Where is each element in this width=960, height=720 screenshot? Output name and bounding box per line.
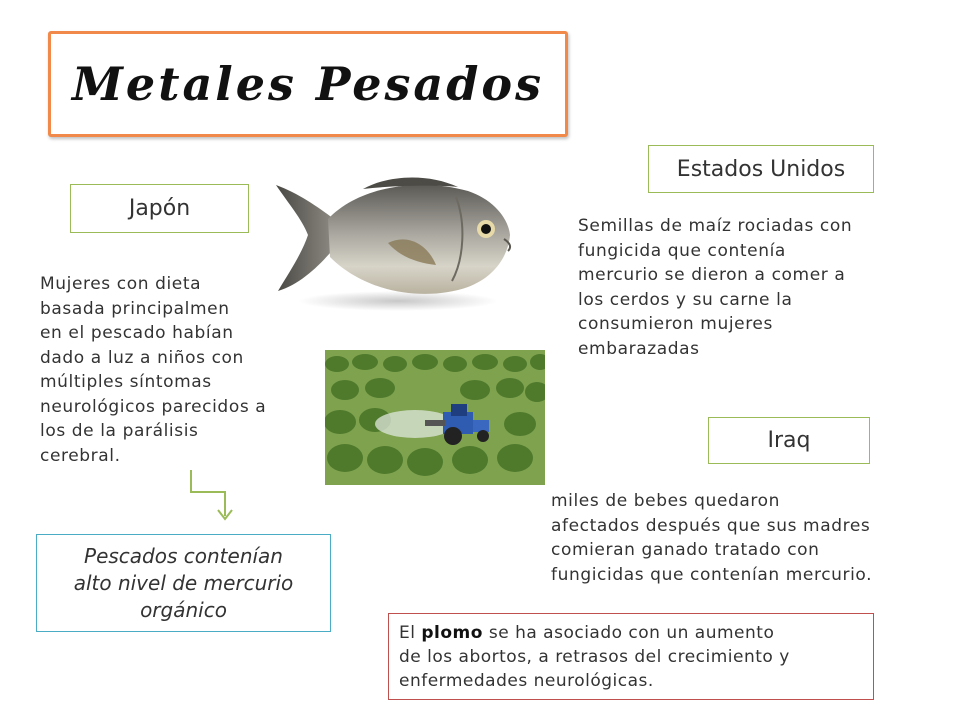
label-estados-unidos [648, 145, 874, 193]
label-japon [70, 184, 249, 233]
text-line: embarazadas [578, 338, 700, 359]
text-line: afectados después que sus madres [551, 515, 871, 536]
result-line: Pescados contenían [84, 543, 283, 568]
text-line: Mujeres con dieta [40, 274, 202, 294]
title-box [48, 31, 568, 137]
text-line: en el pescado habían [40, 323, 234, 343]
elbow-down-arrow-icon [185, 468, 245, 526]
fish-image-icon [268, 173, 520, 313]
text-line: cerebral. [40, 445, 121, 466]
text-estados-unidos [578, 214, 908, 361]
result-line: alto nivel de mercurio [73, 570, 294, 595]
text-line: los cerdos y su carne la [578, 289, 793, 310]
text-iraq [551, 489, 941, 587]
text-line: mercurio se dieron a comer a [578, 265, 846, 285]
label-iraq-text: Iraq [767, 428, 811, 453]
plomo-bold-word: plomo [421, 623, 483, 643]
plomo-line-2: de los abortos, a retrasos del crecimiento y [399, 647, 790, 667]
text-line: fungicidas que contenían mercurio. [551, 564, 873, 585]
tractor-field-image-icon [325, 350, 545, 485]
plomo-line1-rest: se ha asociado con un aumento [482, 623, 775, 643]
label-iraq [708, 417, 870, 464]
page-title: Metales Pesados [72, 57, 544, 111]
text-line: comieran ganado tratado con [551, 540, 820, 560]
result-line: orgánico [140, 597, 227, 622]
plomo-line-1 [399, 621, 863, 645]
text-line: múltiples síntomas [40, 372, 212, 392]
text-line: neurológicos parecidos a [40, 396, 267, 417]
text-line: basada principalmen [40, 298, 230, 319]
text-line: consumieron mujeres [578, 314, 773, 334]
text-line: los de la parálisis [40, 421, 199, 441]
plomo-prefix: El [399, 623, 422, 643]
plomo-line-3: enfermedades neurológicas. [399, 671, 654, 691]
label-estados-unidos-text: Estados Unidos [676, 156, 846, 182]
text-line: miles de bebes quedaron [551, 491, 780, 511]
label-japon-text: Japón [128, 196, 191, 221]
text-line: dado a luz a niños con [40, 347, 244, 368]
text-line: fungicida que contenía [578, 240, 786, 261]
result-box [36, 534, 331, 632]
text-line: Semillas de maíz rociadas con [578, 216, 853, 236]
plomo-box [388, 613, 874, 700]
